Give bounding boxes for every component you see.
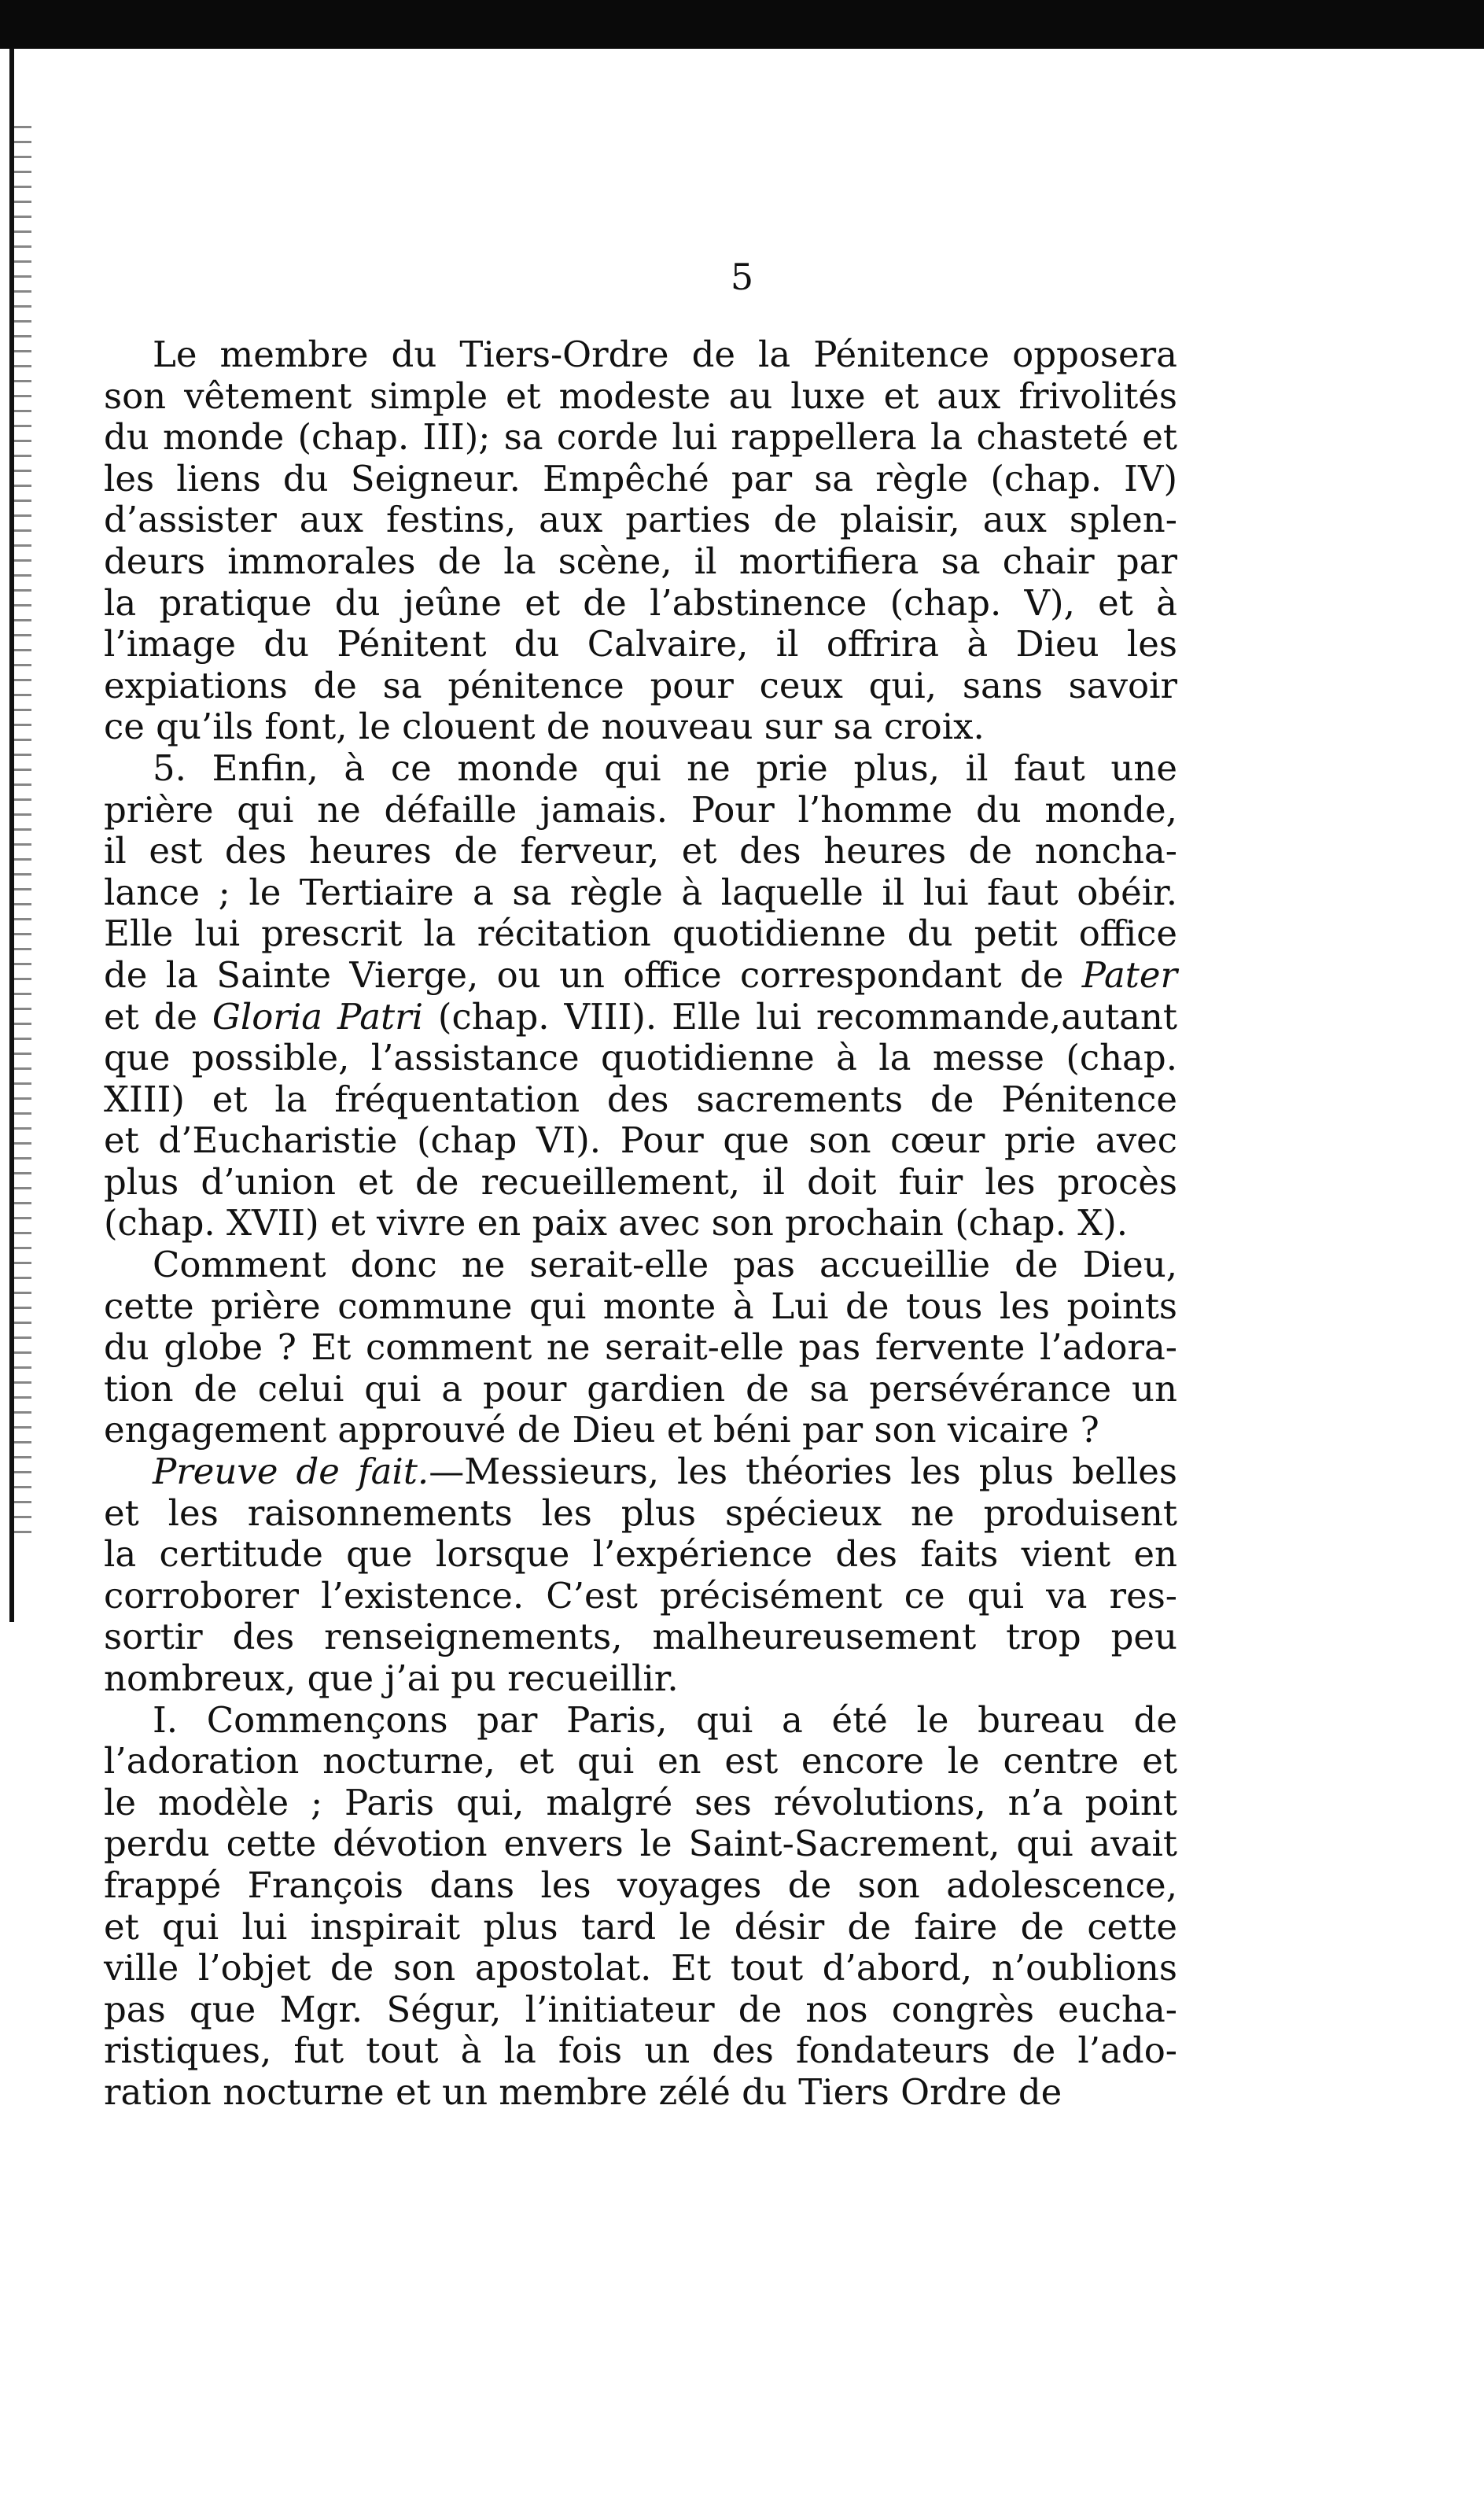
text-segment: corroborer l’existence. C’est précisément ce qui va res- bbox=[104, 1574, 1177, 1617]
text-segment: son vêtement simple et modeste au luxe et aux frivolités bbox=[104, 374, 1177, 417]
text-line bbox=[104, 1658, 1177, 1700]
text-segment: cette prière commune qui monte à Lui de tous les points bbox=[104, 1285, 1177, 1327]
text-line bbox=[104, 1534, 1177, 1576]
text-segment: lance ; le Tertiaire a sa règle à laquelle il lui faut obéir. bbox=[104, 871, 1177, 913]
text-segment: XIII) et la fréquentation des sacrements de Pénitence bbox=[104, 1078, 1177, 1120]
text-line bbox=[104, 1617, 1177, 1658]
text-line bbox=[104, 334, 1177, 376]
text-segment: Comment donc ne serait-elle pas accueillie de Dieu, bbox=[153, 1244, 1177, 1286]
text-line bbox=[104, 1989, 1177, 2031]
text-segment: les liens du Seigneur. Empêché par sa règle (chap. IV) bbox=[104, 457, 1177, 500]
text-segment: il est des heures de ferveur, et des heures de noncha- bbox=[104, 830, 1177, 872]
text-segment: la certitude que lorsque l’expérience des faits vient en bbox=[104, 1533, 1177, 1576]
text-line bbox=[104, 955, 1177, 997]
text-line bbox=[104, 748, 1177, 790]
text-line bbox=[104, 1823, 1177, 1865]
text-line bbox=[104, 417, 1177, 459]
text-line bbox=[104, 790, 1177, 831]
text-line bbox=[104, 1079, 1177, 1121]
text-line bbox=[104, 1410, 1177, 1451]
text-line bbox=[104, 706, 1177, 748]
text-line bbox=[104, 1783, 1177, 1824]
text-line bbox=[104, 1576, 1177, 1617]
text-segment: (chap. XVII) et vivre en paix avec son prochain (chap. X). bbox=[104, 1202, 1129, 1244]
text-segment: du globe ? Et comment ne serait-elle pas fervente l’adora- bbox=[104, 1326, 1177, 1369]
text-segment: et de bbox=[104, 995, 212, 1038]
text-line bbox=[104, 376, 1177, 418]
text-line bbox=[104, 872, 1177, 914]
text-segment: l’adoration nocturne, et qui en est encore le centre et bbox=[104, 1740, 1177, 1783]
page-number: 5 bbox=[730, 256, 754, 298]
text-line bbox=[104, 1038, 1177, 1079]
text-segment: I. Commençons par Paris, qui a été le bureau de bbox=[153, 1698, 1177, 1741]
text-line bbox=[104, 913, 1177, 955]
text-segment: la pratique du jeûne et de l’abstinence (chap. V), et à bbox=[104, 581, 1177, 624]
text-line bbox=[104, 1451, 1177, 1493]
text-segment: ce qu’ils font, le clouent de nouveau sur sa croix. bbox=[104, 706, 985, 748]
text-line bbox=[104, 624, 1177, 665]
text-line bbox=[104, 2030, 1177, 2072]
scan-top-border bbox=[0, 0, 1484, 49]
text-segment: le modèle ; Paris qui, malgré ses révolutions, n’a point bbox=[104, 1781, 1177, 1823]
text-line bbox=[104, 1327, 1177, 1369]
text-line bbox=[104, 831, 1177, 872]
text-segment: et qui lui inspirait plus tard le désir de faire de cette bbox=[104, 1905, 1177, 1948]
text-line bbox=[104, 1493, 1177, 1535]
text-segment: l’image du Pénitent du Calvaire, il offrira à Dieu les bbox=[104, 623, 1177, 665]
text-segment: nombreux, que j’ai pu recueillir. bbox=[104, 1657, 679, 1699]
text-line bbox=[104, 1369, 1177, 1410]
text-segment: Le membre du Tiers-Ordre de la Pénitence opposera bbox=[153, 334, 1177, 375]
text-segment: 5. Enfin, à ce monde qui ne prie plus, il faut une bbox=[153, 747, 1177, 789]
text-segment: et les raisonnements les plus spécieux ne produisent bbox=[104, 1491, 1177, 1534]
text-segment: ville l’objet de son apostolat. Et tout d’abord, n’oublions bbox=[104, 1947, 1177, 1989]
scan-edge-noise bbox=[14, 126, 31, 1542]
text-line bbox=[104, 1741, 1177, 1783]
text-segment: de la Sainte Vierge, ou un office correspondant de bbox=[104, 953, 1082, 996]
text-segment: que possible, l’assistance quotidienne à la messe (chap. bbox=[104, 1037, 1177, 1079]
text-line bbox=[104, 1203, 1177, 1244]
text-segment: frappé François dans les voyages de son adolescence, bbox=[104, 1864, 1177, 1906]
text-line bbox=[104, 997, 1177, 1038]
text-line bbox=[104, 583, 1177, 625]
text-segment: engagement approuvé de Dieu et béni par son vicaire ? bbox=[104, 1409, 1099, 1451]
text-segment: du monde (chap. III); sa corde lui rappellera la chasteté et bbox=[104, 416, 1177, 459]
text-segment: perdu cette dévotion envers le Saint-Sacrement, qui avait bbox=[104, 1823, 1177, 1865]
text-line bbox=[104, 1162, 1177, 1204]
text-segment: deurs immorales de la scène, il mortifiera sa chair par bbox=[104, 540, 1177, 582]
text-segment: prière qui ne défaille jamais. Pour l’homme du monde, bbox=[104, 788, 1177, 831]
text-line bbox=[104, 1948, 1177, 1989]
text-line bbox=[104, 1244, 1177, 1286]
text-segment: (chap. VIII). Elle lui recommande,autant bbox=[423, 995, 1177, 1038]
text-segment: d’assister aux festins, aux parties de plaisir, aux splen- bbox=[104, 499, 1177, 541]
text-segment: ration nocturne et un membre zélé du Tiers Ordre de bbox=[104, 2070, 1062, 2113]
text-line bbox=[104, 1907, 1177, 1949]
text-segment: pas que Mgr. Ségur, l’initiateur de nos congrès eucha- bbox=[104, 1988, 1177, 2030]
text-line bbox=[104, 1700, 1177, 1742]
text-line bbox=[104, 2072, 1177, 2114]
text-segment: tion de celui qui a pour gardien de sa persévérance un bbox=[104, 1367, 1177, 1410]
text-segment: expiations de sa pénitence pour ceux qui, sans savoir bbox=[104, 664, 1177, 706]
text-segment: plus d’union et de recueillement, il doit fuir les procès bbox=[104, 1160, 1177, 1203]
text-segment: Elle lui prescrit la récitation quotidienne du petit office bbox=[104, 912, 1177, 955]
text-segment: —Messieurs, les théories les plus belles bbox=[429, 1451, 1177, 1493]
italic-text-segment: Pater bbox=[1081, 953, 1177, 996]
text-line bbox=[104, 1286, 1177, 1328]
body-text bbox=[104, 334, 1177, 2114]
italic-text-segment: Gloria Patri bbox=[212, 995, 424, 1038]
text-segment: sortir des renseignements, malheureusement trop peu bbox=[104, 1616, 1177, 1658]
text-line bbox=[104, 541, 1177, 583]
text-line bbox=[104, 459, 1177, 500]
text-segment: ristiques, fut tout à la fois un des fondateurs de l’ado- bbox=[104, 2030, 1177, 2072]
text-line bbox=[104, 1120, 1177, 1162]
text-line bbox=[104, 1865, 1177, 1907]
text-line bbox=[104, 665, 1177, 707]
italic-text-segment: Preuve de fait. bbox=[153, 1451, 429, 1493]
text-segment: et d’Eucharistie (chap VI). Pour que son cœur prie avec bbox=[104, 1119, 1177, 1162]
text-line bbox=[104, 500, 1177, 541]
